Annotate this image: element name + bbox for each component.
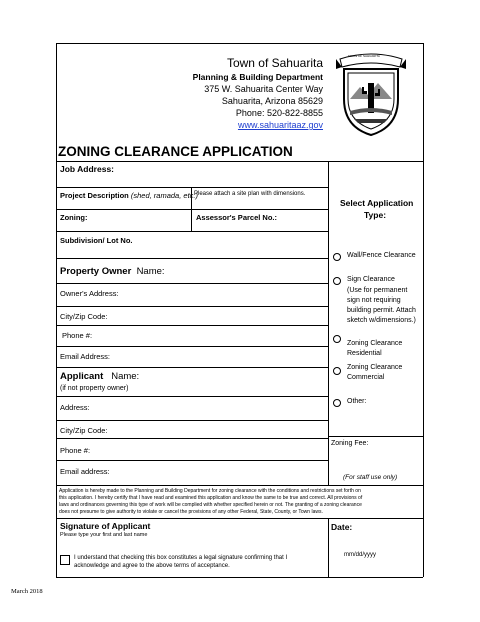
- option-zoning-com-2: Commercial: [347, 374, 385, 381]
- radio-wall-fence[interactable]: [333, 253, 341, 261]
- option-zoning-res-1: Zoning Clearance: [347, 340, 403, 347]
- applicant-city-zip-label: City/Zip Code:: [60, 426, 108, 435]
- staff-only-note: (For staff use only): [343, 474, 398, 481]
- site-plan-note: Please attach a site plan with dimensions.: [194, 191, 306, 197]
- applicant-phone-label: Phone #:: [60, 446, 91, 455]
- zoning-fee-label: Zoning Fee:: [331, 440, 369, 447]
- date-label: Date:: [331, 522, 353, 532]
- subdivision-label: Subdivision/ Lot No.: [60, 236, 133, 245]
- form-border-bottom: [56, 577, 423, 578]
- row-rule: [56, 396, 328, 397]
- signature-label: Signature of Applicant: [60, 521, 151, 531]
- signature-ack-line-2: acknowledge and agree to the above terms of acceptance.: [74, 563, 230, 569]
- certification-line-2: this application. I hereby certify that I have read and examined this application and know the same to be true and correct. All provisions of: [59, 495, 363, 501]
- date-placeholder[interactable]: mm/dd/yyyy: [344, 552, 377, 558]
- applicant-note: (if not property owner): [60, 385, 129, 392]
- city-zip-label: City/Zip Code:: [60, 312, 108, 321]
- row-rule: [56, 367, 328, 368]
- project-desc-label: [60, 192, 198, 200]
- form-title: ZONING CLEARANCE APPLICATION: [58, 144, 293, 159]
- certification-line-4: does not presume to give authority to violate or cancel the provisions of any other Federal, State, County, or Town laws.: [59, 509, 323, 515]
- row-rule: [56, 209, 328, 210]
- signature-checkbox[interactable]: [60, 555, 70, 565]
- section-rule: [56, 485, 423, 486]
- project-desc-title: Project Description: [60, 191, 129, 200]
- radio-sign[interactable]: [333, 277, 341, 285]
- select-type-heading-1: Select Application: [340, 198, 414, 208]
- town-name: Town of Sahuarita: [226, 56, 323, 70]
- applicant-address-label: Address:: [60, 403, 90, 412]
- zoning-label: Zoning:: [60, 213, 88, 222]
- form-border-top: [56, 43, 423, 44]
- footer-date: March 2018: [11, 588, 43, 595]
- option-wall-fence: Wall/Fence Clearance: [347, 252, 416, 259]
- row-rule: [56, 325, 328, 326]
- select-type-heading-2: Type:: [364, 210, 387, 220]
- row-divider: [191, 187, 192, 209]
- certification-line-1: Application is hereby made to the Planning and Building Department for zoning clearance with the conditions and restrictions set forth on: [59, 488, 361, 494]
- phone-label: Phone #:: [62, 331, 93, 340]
- option-sign: Sign Clearance: [347, 276, 395, 283]
- owner-address-label: Owner's Address:: [60, 289, 119, 298]
- row-rule: [56, 420, 328, 421]
- radio-zoning-residential[interactable]: [333, 335, 341, 343]
- option-zoning-com-1: Zoning Clearance: [347, 364, 403, 371]
- signature-hint: Please type your first and last name: [60, 532, 148, 538]
- row-divider: [191, 209, 192, 231]
- certification-line-3: laws and ordinances governing this type of work will be complied with whether specified herein or not. The granting of a zoning clearance: [59, 502, 362, 508]
- applicant-email-label: Email address:: [60, 467, 110, 476]
- form-border-right: [423, 43, 424, 577]
- parcel-label: Assessor's Parcel No.:: [196, 213, 277, 222]
- title-rule: [56, 161, 423, 162]
- option-sign-note-2: sign not requiring: [347, 297, 401, 304]
- seal-ribbon-text: TOWN OF SAHUARITA: [348, 54, 380, 58]
- project-desc-hint: (shed, ramada, etc.): [130, 191, 198, 200]
- applicant-heading: [60, 372, 139, 382]
- city-address: Sahuarita, Arizona 85629: [221, 96, 323, 106]
- row-rule: [56, 187, 328, 188]
- email-label: Email Address:: [60, 352, 111, 361]
- job-address-label: Job Address:: [60, 164, 115, 174]
- row-rule: [56, 460, 328, 461]
- town-seal-logo: [330, 49, 412, 137]
- row-rule: [56, 258, 328, 259]
- form-border-left: [56, 43, 57, 577]
- owner-heading: [60, 267, 165, 277]
- row-rule: [56, 438, 328, 439]
- option-zoning-res-2: Residential: [347, 350, 382, 357]
- option-sign-note-4: sketch w/dimensions.): [347, 317, 416, 324]
- option-sign-note-3: building permit. Attach: [347, 307, 416, 314]
- signature-rule: [56, 518, 423, 519]
- fee-rule: [328, 436, 423, 437]
- option-other: Other:: [347, 398, 367, 405]
- owner-name-label: Name:: [136, 266, 165, 277]
- street-address: 375 W. Sahuarita Center Way: [204, 84, 323, 94]
- row-rule: [56, 306, 328, 307]
- option-sign-note-1: (Use for permanent: [347, 287, 408, 294]
- owner-heading-title: Property Owner: [60, 266, 132, 277]
- phone-number: Phone: 520-822-8855: [235, 108, 323, 118]
- date-divider: [328, 518, 329, 577]
- website-link[interactable]: www.sahuaritaaz.gov: [237, 120, 323, 130]
- signature-ack-line-1: I understand that checking this box constitutes a legal signature confirming that I: [74, 555, 288, 561]
- radio-other[interactable]: [333, 399, 341, 407]
- row-rule: [56, 283, 328, 284]
- row-rule: [56, 346, 328, 347]
- row-rule: [56, 231, 328, 232]
- applicant-name-label: Name:: [111, 371, 140, 382]
- radio-zoning-commercial[interactable]: [333, 367, 341, 375]
- department-name: Planning & Building Department: [192, 72, 323, 82]
- applicant-heading-title: Applicant: [60, 371, 104, 382]
